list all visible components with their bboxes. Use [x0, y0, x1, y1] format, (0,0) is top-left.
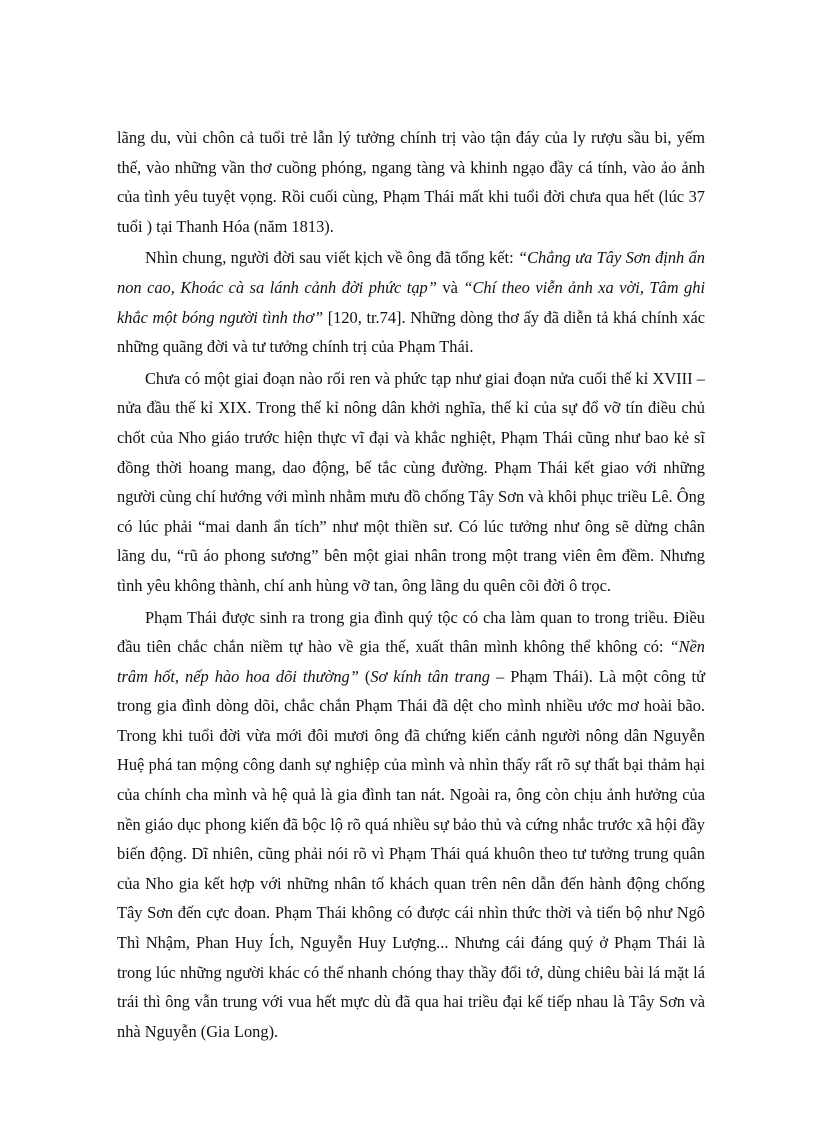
paragraph-2 — [117, 243, 705, 361]
paragraph-1 — [117, 123, 705, 241]
paragraph-3 — [117, 364, 705, 601]
verse-quote: “Chẳng ưa Tây Sơn định ẩn non cao, Khoác cà sa lánh cảnh đời phức tạp” — [117, 248, 705, 297]
paragraph-text: Nhìn chung, người đời sau viết kịch về ông đã tổng kết: — [145, 248, 518, 268]
body-text — [117, 123, 705, 1046]
paragraph-text: Chưa có một giai đoạn nào rối ren và phức tạp như giai đoạn nửa cuối thế kỉ XVIII – nửa đầu thế kỉ XIX. Trong thế kỉ nông dân khởi nghĩa, thế kỉ của sự đổ vỡ tín điều chủ chốt của Nho giáo trước hiện thực vĩ đại và khắc nghiệt, Phạm Thái cũng như bao kẻ sĩ đồng thời hoang mang, dao động, bế tắc cùng đường. Phạm Thái kết giao với những người cùng chí hướng với mình nhằm mưu đồ chống Tây Sơn và khôi phục triều Lê. Ông có lúc phải “mai danh ẩn tích” như một thiền sư. Có lúc tưởng như ông sẽ dừng chân lãng du, “rũ áo phong sương” bên một giai nhân trong một trang viên êm đềm. Nhưng tình yêu không thành, chí anh hùng vỡ tan, ông lãng du quên cõi đời ô trọc. — [117, 368, 705, 595]
paragraph-text: lãng du, vùi chôn cả tuổi trẻ lẫn lý tưởng chính trị vào tận đáy của ly rượu sầu bi, yếm thế, vào những vần thơ cuồng phóng, ngang tàng và khinh ngạo đầy cá tính, vào ảo ảnh của tình yêu tuyệt vọng. Rồi cuối cùng, Phạm Thái mất khi tuổi đời chưa qua hết (lúc 37 tuổi ) tại Thanh Hóa (năm 1813). — [117, 128, 705, 236]
paragraph-text: – Phạm Thái). Là một công tử trong gia đình dòng dõi, chắc chắn Phạm Thái đã dệt cho mình nhiều ước mơ hoài bão. Trong khi tuổi đời vừa mới đôi mươi ông đã chứng kiến cảnh người nông dân Nguyễn Huệ phá tan mộng công danh sự nghiệp của mình và nhìn thấy rất rõ sự thất bại thảm hại của chính cha mình và hệ quả là gia đình tan nát. Ngoài ra, ông còn chịu ảnh hưởng của nền giáo dục phong kiến đã bộc lộ rõ quá nhiều sự bảo thủ và cứng nhắc trước xã hội đầy biến động. Dĩ nhiên, cũng phải nói rõ vì Phạm Thái quá khuôn theo tư tưởng trung quân của Nho gia kết hợp với những nhân tố khách quan trên nên dẫn đến hành động chống Tây Sơn đến cực đoan. Phạm Thái không có được cái nhìn thức thời và tiến bộ như Ngô Thì Nhậm, Phan Huy Ích, Nguyễn Huy Lượng... Nhưng cái đáng quý ở Phạm Thái là trong lúc những người khác có thể nhanh chóng thay thầy đổi tớ, dùng chiêu bài lá mặt lá trái thì ông vẫn trung với vua hết mực dù đã qua hai triều đại kế tiếp nhau là Tây Sơn và nhà Nguyễn (Gia Long). — [117, 666, 705, 1041]
paragraph-text: và — [436, 277, 464, 297]
work-title: Sơ kính tân trang — [370, 666, 490, 686]
verse-quote: “Nền trâm hốt, nếp hào hoa dõi thường” — [117, 637, 705, 686]
paragraph-4 — [117, 603, 705, 1047]
paragraph-text: ( — [358, 666, 371, 686]
verse-quote: “Chí theo viễn ảnh xa vời, Tâm ghi khắc một bóng người tình thơ” — [117, 277, 706, 327]
paragraph-text: Phạm Thái được sinh ra trong gia đình quý tộc có cha làm quan to trong triều. Điều đầu tiên chắc chắn niềm tự hào về gia thế, xuất thân mình không thể không có: — [117, 607, 705, 657]
paragraph-text: [120, tr.74]. Những dòng thơ ấy đã diễn tả khá chính xác những quãng đời và tư tưởng chính trị của Phạm Thái. — [117, 307, 705, 357]
